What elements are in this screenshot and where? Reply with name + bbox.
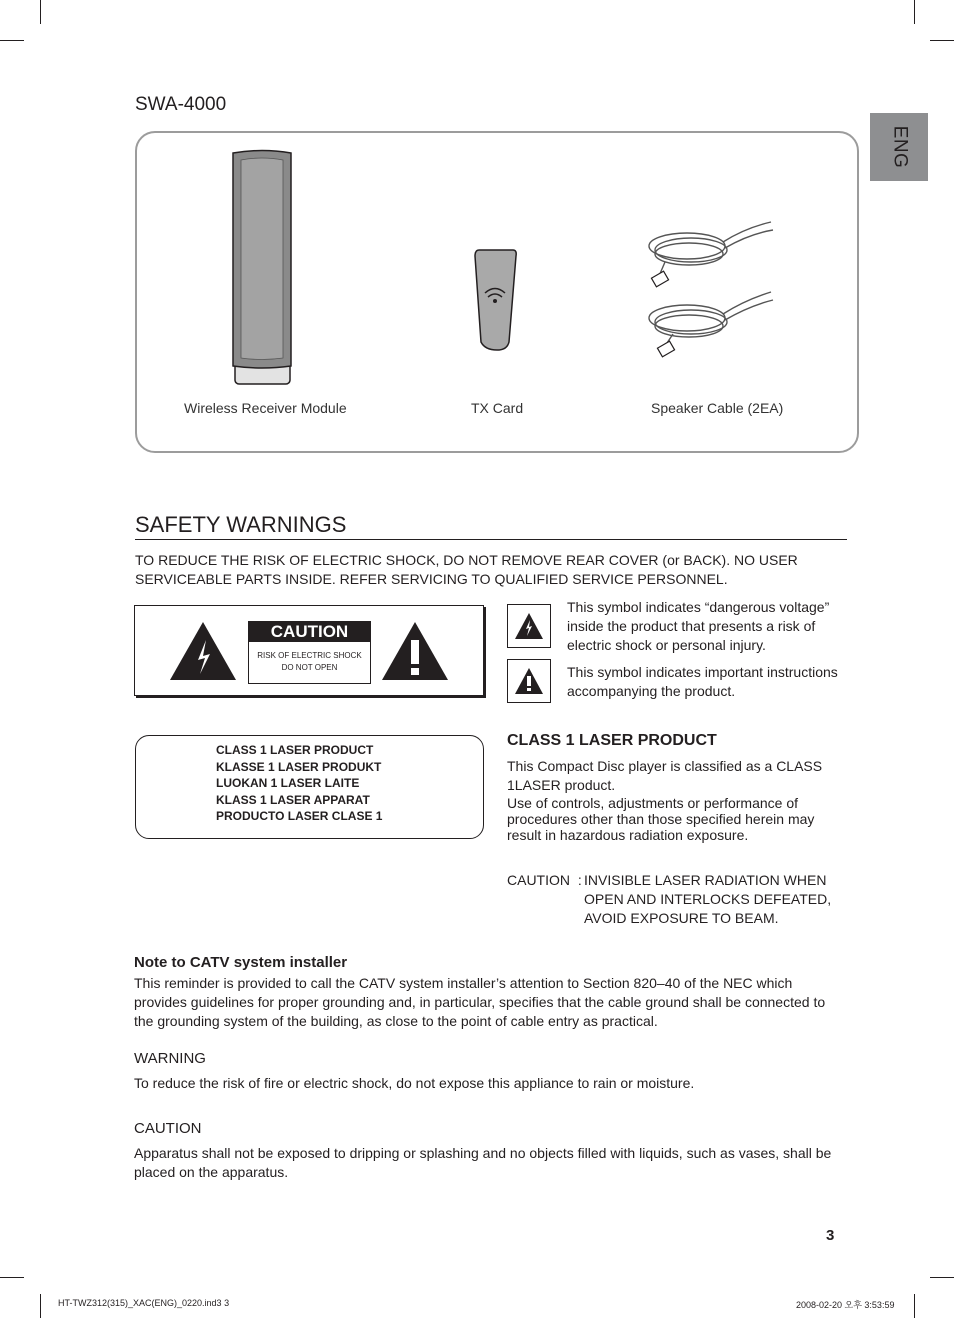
caution-label-text	[249, 642, 370, 674]
crop-mark	[930, 40, 954, 41]
class1-heading: CLASS 1 LASER PRODUCT	[507, 732, 717, 749]
catv-line: the grounding system of the building, as close to the point of cable entry as practical.	[134, 1013, 658, 1029]
class1-caution-label: CAUTION	[507, 872, 570, 888]
catv-body	[134, 974, 850, 1031]
safety-intro-line: TO REDUCE THE RISK OF ELECTRIC SHOCK, DO NOT REMOVE REAR COVER (or BACK). NO USER	[135, 552, 798, 568]
language-tab-label: ENG	[889, 125, 910, 169]
crop-mark	[40, 1294, 41, 1318]
section-rule	[135, 539, 847, 540]
safety-intro-line: SERVICEABLE PARTS INSIDE. REFER SERVICING TO QUALIFIED SERVICE PERSONNEL.	[135, 571, 728, 587]
symbol-box-exclamation	[507, 659, 551, 703]
section-title: SAFETY WARNINGS	[135, 512, 347, 537]
caution-label-line: RISK OF ELECTRIC SHOCK	[257, 651, 362, 660]
caution-label-head: CAUTION	[249, 622, 370, 642]
class1-line: This Compact Disc player is classified as a CLASS	[507, 758, 823, 774]
symbol-box-voltage	[507, 604, 551, 648]
accessory-label-receiver: Wireless Receiver Module	[184, 400, 347, 416]
laser-label-line: CLASS 1 LASER PRODUCT	[216, 743, 374, 757]
caution-line: Apparatus shall not be exposed to dripping or splashing and no objects filled with liquids, such as vases, shall be	[134, 1145, 832, 1161]
laser-label-line: LUOKAN 1 LASER LAITE	[216, 776, 360, 790]
voltage-warning-icon	[168, 620, 238, 682]
class1-body	[507, 757, 847, 843]
class1-caution-text	[584, 871, 849, 928]
catv-line: This reminder is provided to call the CATV system installer’s attention to Section 820–40 of the NEC which	[134, 975, 793, 991]
accessory-label-speaker-cable: Speaker Cable (2EA)	[651, 400, 784, 416]
model-heading: SWA-4000	[135, 94, 227, 115]
symbol-note-line: inside the product that presents a risk of	[567, 618, 816, 634]
symbol-note-line: electric shock or personal injury.	[567, 637, 766, 653]
crop-mark	[40, 0, 41, 24]
tx-card-icon	[473, 246, 519, 352]
footer-timestamp: 2008-02-20 오후 3:53:59	[796, 1300, 895, 1310]
laser-label-line: PRODUCTO LASER CLASE 1	[216, 809, 383, 823]
class1-line: 1LASER product.	[507, 777, 616, 793]
class1-caution-line: INVISIBLE LASER RADIATION WHEN	[584, 872, 827, 888]
crop-mark	[930, 1277, 954, 1278]
caution-label	[248, 621, 371, 684]
laser-label-line: KLASS 1 LASER APPARAT	[216, 792, 370, 807]
crop-mark	[0, 40, 24, 41]
catv-heading: Note to CATV system installer	[134, 954, 348, 971]
class1-caution-line: OPEN AND INTERLOCKS DEFEATED,	[584, 891, 832, 907]
class1-caution-separator: :	[577, 872, 582, 888]
speaker-cable-icon	[645, 216, 775, 362]
class1-caution-line: AVOID EXPOSURE TO BEAM.	[584, 910, 779, 926]
class1-line: result in hazardous radiation exposure.	[507, 827, 749, 843]
crop-mark	[914, 1294, 915, 1318]
laser-label-line: KLASSE 1 LASER PRODUKT	[216, 759, 382, 774]
footer-file-info: HT-TWZ312(315)_XAC(ENG)_0220.ind3 3	[58, 1298, 230, 1308]
receiver-module-icon	[225, 148, 300, 388]
symbol-note-exclamation	[567, 663, 852, 701]
laser-label-text	[216, 742, 382, 825]
warning-body: To reduce the risk of fire or electric shock, do not expose this appliance to rain or moisture.	[134, 1075, 695, 1091]
class1-line: Use of controls, adjustments or performance of	[507, 795, 799, 811]
class1-line: procedures other than those specified herein may	[507, 811, 815, 827]
caution-heading: CAUTION	[134, 1120, 202, 1137]
page-number: 3	[826, 1227, 835, 1244]
symbol-note-voltage	[567, 598, 852, 655]
voltage-warning-icon	[514, 612, 544, 640]
crop-mark	[0, 1277, 24, 1278]
caution-body	[134, 1144, 850, 1182]
exclamation-warning-icon	[514, 667, 544, 695]
caution-line: placed on the apparatus.	[134, 1164, 289, 1180]
language-tab	[870, 113, 928, 181]
accessory-label-tx-card: TX Card	[471, 400, 524, 416]
crop-mark	[914, 0, 915, 24]
warning-heading: WARNING	[134, 1050, 206, 1067]
catv-line: provides guidelines for proper grounding and, in particular, specifies that the cable ground shall be connected to	[134, 994, 826, 1010]
caution-label-line: DO NOT OPEN	[281, 663, 338, 672]
symbol-note-line: accompanying the product.	[567, 683, 736, 699]
symbol-note-line: This symbol indicates “dangerous voltage”	[567, 599, 830, 615]
exclamation-warning-icon	[380, 620, 450, 682]
symbol-note-line: This symbol indicates important instructions	[567, 664, 838, 680]
safety-intro	[135, 551, 847, 589]
